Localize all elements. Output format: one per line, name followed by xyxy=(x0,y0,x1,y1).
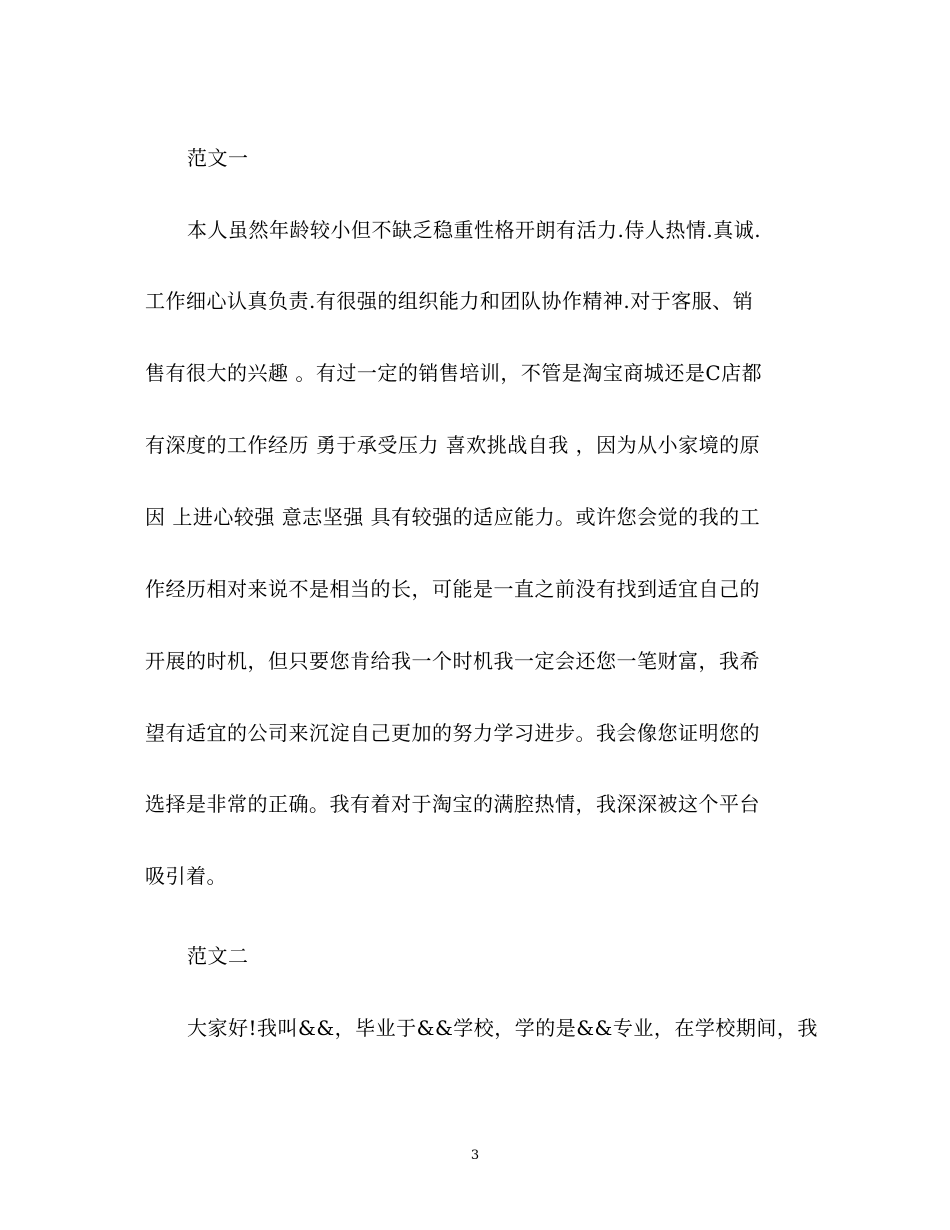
paragraph-line: 大家好!我叫&&，毕业于&&学校，学的是&&专业，在学校期间，我 xyxy=(187,1016,818,1040)
paragraph-line: 望有适宜的公司来沉淀自己更加的努力学习进步。我会像您证明您的 xyxy=(145,721,760,745)
page-number: 3 xyxy=(470,1148,480,1163)
section-heading-1: 范文一 xyxy=(187,146,249,170)
paragraph-line: 作经历相对来说不是相当的长，可能是一直之前没有找到适宜自己的 xyxy=(145,577,760,601)
paragraph-line: 选择是非常的正确。我有着对于淘宝的满腔热情，我深深被这个平台 xyxy=(145,792,760,816)
section-heading-2: 范文二 xyxy=(187,944,249,968)
paragraph-line: 售有很大的兴趣 。有过一定的销售培训，不管是淘宝商城还是C店都 xyxy=(145,361,763,385)
paragraph-line: 因 上进心较强 意志坚强 具有较强的适应能力。或许您会觉的我的工 xyxy=(145,505,761,529)
paragraph-line: 工作细心认真负责.有很强的组织能力和团队协作精神.对于客服、销 xyxy=(145,289,754,313)
paragraph-line: 开展的时机，但只要您肯给我一个时机我一定会还您一笔财富，我希 xyxy=(145,649,760,673)
paragraph-line: 吸引着。 xyxy=(145,864,227,888)
paragraph-line: 本人虽然年龄较小但不缺乏稳重性格开朗有活力.侍人热情.真诚. xyxy=(187,218,762,242)
paragraph-line: 有深度的工作经历 勇于承受压力 喜欢挑战自我 ，因为从小家境的原 xyxy=(145,433,761,457)
